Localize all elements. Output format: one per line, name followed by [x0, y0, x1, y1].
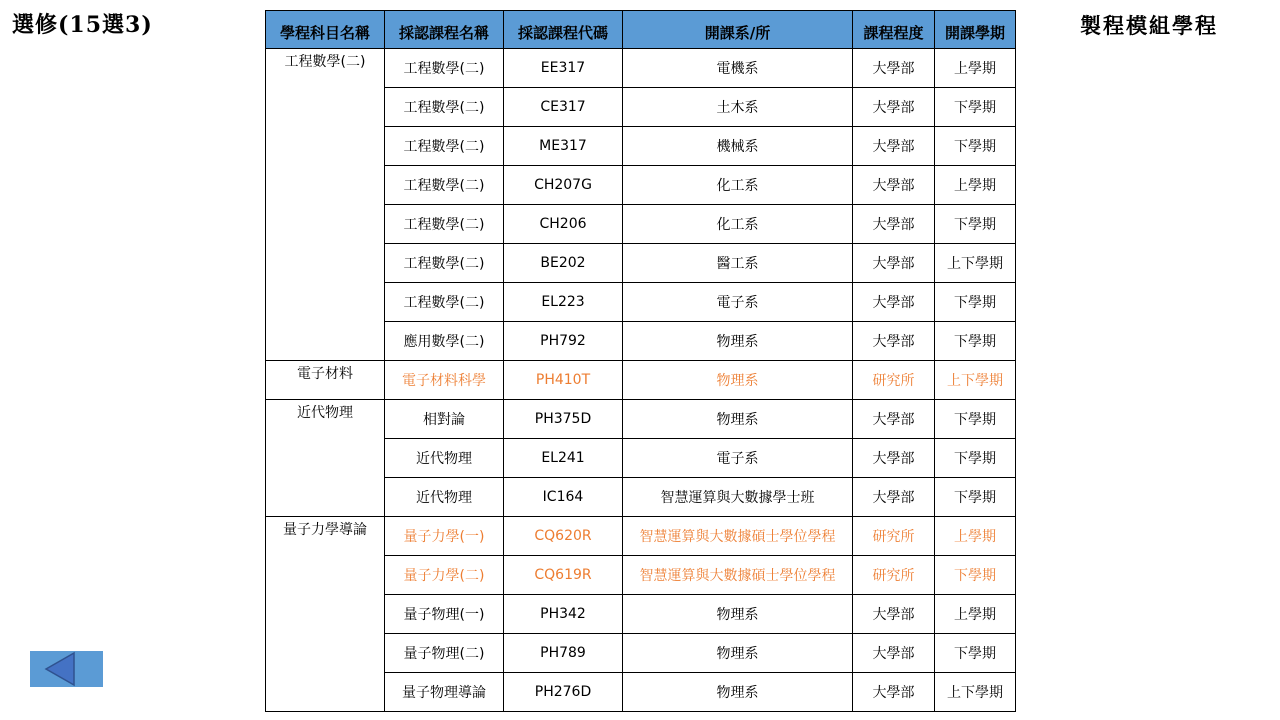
cell-department: 土木系 [623, 88, 853, 127]
table-row [266, 400, 1016, 439]
cell-term: 上學期 [935, 517, 1016, 556]
cell-course-code: CQ619R [504, 556, 623, 595]
cell-level: 大學部 [853, 634, 935, 673]
cell-level: 大學部 [853, 244, 935, 283]
cell-department: 醫工系 [623, 244, 853, 283]
cell-course-name: 量子力學(二) [385, 556, 504, 595]
cell-department: 化工系 [623, 205, 853, 244]
cell-course-code: PH276D [504, 673, 623, 712]
cell-term: 下學期 [935, 322, 1016, 361]
section-title-elective: 選修(15選3) [12, 12, 153, 38]
cell-department: 智慧運算與大數據碩士學位學程 [623, 556, 853, 595]
header-level: 課程程度 [853, 11, 935, 49]
cell-level: 大學部 [853, 400, 935, 439]
cell-level: 大學部 [853, 205, 935, 244]
cell-course-name: 量子物理(二) [385, 634, 504, 673]
cell-course-code: CH206 [504, 205, 623, 244]
cell-term: 上下學期 [935, 361, 1016, 400]
cell-level: 大學部 [853, 595, 935, 634]
cell-course-name: 工程數學(二) [385, 88, 504, 127]
cell-course-name: 應用數學(二) [385, 322, 504, 361]
cell-subject: 近代物理 [266, 400, 385, 517]
cell-term: 下學期 [935, 634, 1016, 673]
cell-department: 物理系 [623, 595, 853, 634]
cell-term: 下學期 [935, 400, 1016, 439]
cell-subject: 量子力學導論 [266, 517, 385, 712]
cell-department: 智慧運算與大數據學士班 [623, 478, 853, 517]
cell-level: 大學部 [853, 439, 935, 478]
course-table [265, 10, 1016, 712]
triangle-left-icon [30, 651, 103, 687]
cell-course-name: 相對論 [385, 400, 504, 439]
cell-subject: 電子材料 [266, 361, 385, 400]
cell-course-code: EL223 [504, 283, 623, 322]
table-row [266, 49, 1016, 88]
cell-department: 物理系 [623, 322, 853, 361]
cell-level: 研究所 [853, 361, 935, 400]
program-title: 製程模組學程 [1080, 13, 1218, 38]
cell-course-code: EL241 [504, 439, 623, 478]
cell-course-name: 量子物理導論 [385, 673, 504, 712]
cell-level: 大學部 [853, 673, 935, 712]
table-row [266, 517, 1016, 556]
cell-term: 下學期 [935, 283, 1016, 322]
cell-course-code: IC164 [504, 478, 623, 517]
cell-course-name: 工程數學(二) [385, 205, 504, 244]
header-course-code: 採認課程代碼 [504, 11, 623, 49]
cell-course-code: PH410T [504, 361, 623, 400]
cell-level: 大學部 [853, 478, 935, 517]
cell-course-name: 近代物理 [385, 439, 504, 478]
cell-course-code: BE202 [504, 244, 623, 283]
cell-department: 化工系 [623, 166, 853, 205]
cell-course-name: 量子力學(一) [385, 517, 504, 556]
cell-course-code: PH375D [504, 400, 623, 439]
cell-term: 下學期 [935, 127, 1016, 166]
table-body [266, 49, 1016, 712]
cell-course-name: 近代物理 [385, 478, 504, 517]
cell-department: 物理系 [623, 634, 853, 673]
cell-level: 大學部 [853, 49, 935, 88]
cell-term: 上下學期 [935, 673, 1016, 712]
cell-term: 下學期 [935, 478, 1016, 517]
cell-level: 大學部 [853, 166, 935, 205]
back-button[interactable] [30, 651, 103, 687]
header-term: 開課學期 [935, 11, 1016, 49]
cell-course-code: CQ620R [504, 517, 623, 556]
cell-department: 電子系 [623, 283, 853, 322]
cell-department: 智慧運算與大數據碩士學位學程 [623, 517, 853, 556]
cell-level: 研究所 [853, 556, 935, 595]
cell-subject: 工程數學(二) [266, 49, 385, 361]
header-department: 開課系/所 [623, 11, 853, 49]
cell-term: 上學期 [935, 166, 1016, 205]
header-course-name: 採認課程名稱 [385, 11, 504, 49]
cell-course-code: ME317 [504, 127, 623, 166]
cell-course-code: CE317 [504, 88, 623, 127]
cell-department: 物理系 [623, 673, 853, 712]
cell-course-name: 電子材料科學 [385, 361, 504, 400]
cell-term: 下學期 [935, 439, 1016, 478]
cell-department: 物理系 [623, 400, 853, 439]
cell-level: 大學部 [853, 88, 935, 127]
table-header-row [266, 11, 1016, 49]
cell-department: 電子系 [623, 439, 853, 478]
table-row [266, 361, 1016, 400]
cell-term: 下學期 [935, 88, 1016, 127]
cell-level: 大學部 [853, 322, 935, 361]
cell-level: 大學部 [853, 127, 935, 166]
cell-course-code: PH792 [504, 322, 623, 361]
cell-course-name: 工程數學(二) [385, 283, 504, 322]
cell-term: 上學期 [935, 49, 1016, 88]
cell-term: 下學期 [935, 556, 1016, 595]
cell-course-name: 工程數學(二) [385, 49, 504, 88]
cell-course-name: 工程數學(二) [385, 166, 504, 205]
cell-course-code: PH342 [504, 595, 623, 634]
cell-course-name: 工程數學(二) [385, 127, 504, 166]
cell-department: 物理系 [623, 361, 853, 400]
cell-department: 機械系 [623, 127, 853, 166]
cell-course-name: 量子物理(一) [385, 595, 504, 634]
cell-term: 上下學期 [935, 244, 1016, 283]
cell-course-code: EE317 [504, 49, 623, 88]
cell-term: 下學期 [935, 205, 1016, 244]
cell-level: 大學部 [853, 283, 935, 322]
cell-department: 電機系 [623, 49, 853, 88]
cell-course-code: CH207G [504, 166, 623, 205]
cell-course-name: 工程數學(二) [385, 244, 504, 283]
cell-course-code: PH789 [504, 634, 623, 673]
cell-term: 上學期 [935, 595, 1016, 634]
header-subject: 學程科目名稱 [266, 11, 385, 49]
cell-level: 研究所 [853, 517, 935, 556]
